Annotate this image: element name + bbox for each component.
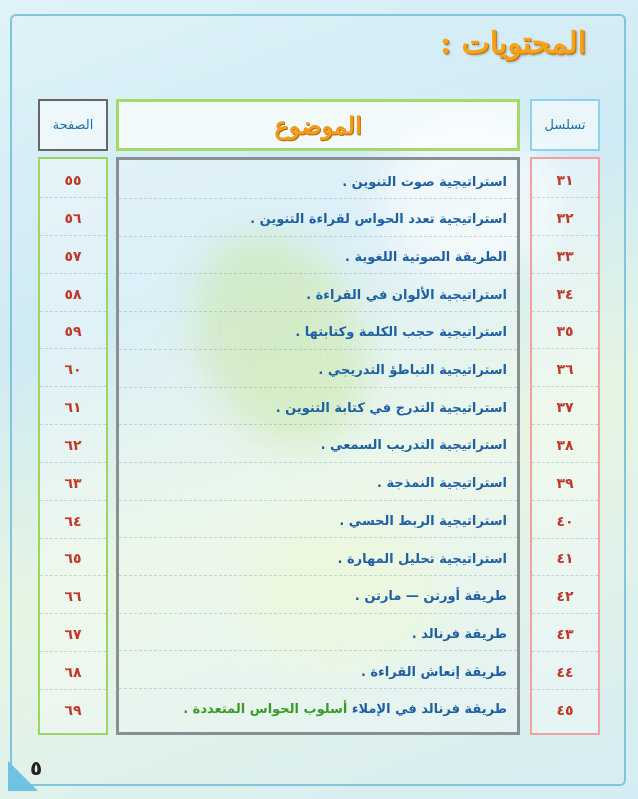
sequence-cell: ٤٢ [532, 581, 598, 614]
topic-cell: استراتيجية الربط الحسي . [119, 505, 517, 538]
topic-cell: طريقة أورتن — مارتن . [119, 581, 517, 614]
page-cell: ٦٩ [64, 702, 82, 719]
sequence-cell: ٣٩ [532, 468, 598, 501]
topic-column [116, 157, 520, 735]
topic-cell: استراتيجية تعدد الحواس لقراءة التنوين . [119, 204, 517, 237]
topic-cell: طريقة فرنالد . [119, 618, 517, 651]
page-number: ٥ [30, 756, 43, 780]
sequence-header: تسلسل [530, 99, 600, 151]
page-cell: ٦٢ [40, 430, 106, 463]
topic-cell: استراتيجية حجب الكلمة وكتابتها . [119, 317, 517, 350]
page-cell: ٦١ [40, 392, 106, 425]
sequence-cell: ٣٧ [532, 392, 598, 425]
sequence-cell: ٤٣ [532, 619, 598, 652]
sequence-cell: ٤١ [532, 543, 598, 576]
sequence-cell: ٣٥ [532, 316, 598, 349]
sequence-cell: ٤٠ [532, 506, 598, 539]
sequence-cell: ٤٥ [556, 702, 574, 719]
sequence-cell: ٣٢ [532, 203, 598, 236]
page-cell: ٦٧ [40, 619, 106, 652]
topic-cell: الطريقة الصوتية اللغوية . [119, 241, 517, 274]
topic-cell: استراتيجية التدريب السمعي . [119, 430, 517, 463]
page-cell: ٦٤ [40, 506, 106, 539]
page-title: المحتويات : [440, 26, 586, 61]
sequence-cell: ٣٣ [532, 241, 598, 274]
page-cell: ٦٣ [40, 468, 106, 501]
topic-cell: استراتيجية التدرج في كتابة التنوين . [119, 392, 517, 425]
topic-accent-text: أسلوب الحواس المتعددة . [183, 702, 348, 718]
page-cell: ٥٥ [40, 165, 106, 198]
sequence-cell: ٤٤ [532, 657, 598, 690]
sequence-column [530, 157, 600, 735]
page-cell: ٦٥ [40, 543, 106, 576]
page-cell: ٦٠ [40, 354, 106, 387]
sequence-cell: ٣٤ [532, 279, 598, 312]
topic-cell: استراتيجية التباطؤ التدريجي . [119, 355, 517, 388]
topic-cell: استراتيجية الألوان في القراءة . [119, 279, 517, 312]
page-cell: ٥٦ [40, 203, 106, 236]
sequence-cell: ٣٦ [532, 354, 598, 387]
sequence-cell: ٣٨ [532, 430, 598, 463]
topic-cell: استراتيجية صوت التنوين . [119, 166, 517, 199]
page-column [38, 157, 108, 735]
page-header: الصفحة [38, 99, 108, 151]
topic-cell-last [119, 694, 517, 726]
page-cell: ٦٦ [40, 581, 106, 614]
topic-cell: طريقة إنعاش القراءة . [119, 656, 517, 689]
page-cell: ٥٨ [40, 279, 106, 312]
page-cell: ٦٨ [40, 657, 106, 690]
page-cell: ٥٧ [40, 241, 106, 274]
sequence-cell: ٣١ [532, 165, 598, 198]
topic-cell: استراتيجية النمذجة . [119, 468, 517, 501]
topic-cell: استراتيجية تحليل المهارة . [119, 543, 517, 576]
page-cell: ٥٩ [40, 316, 106, 349]
topic-header: الموضوع [116, 99, 520, 151]
topic-text: طريقة فرنالد في الإملاء [351, 702, 507, 718]
